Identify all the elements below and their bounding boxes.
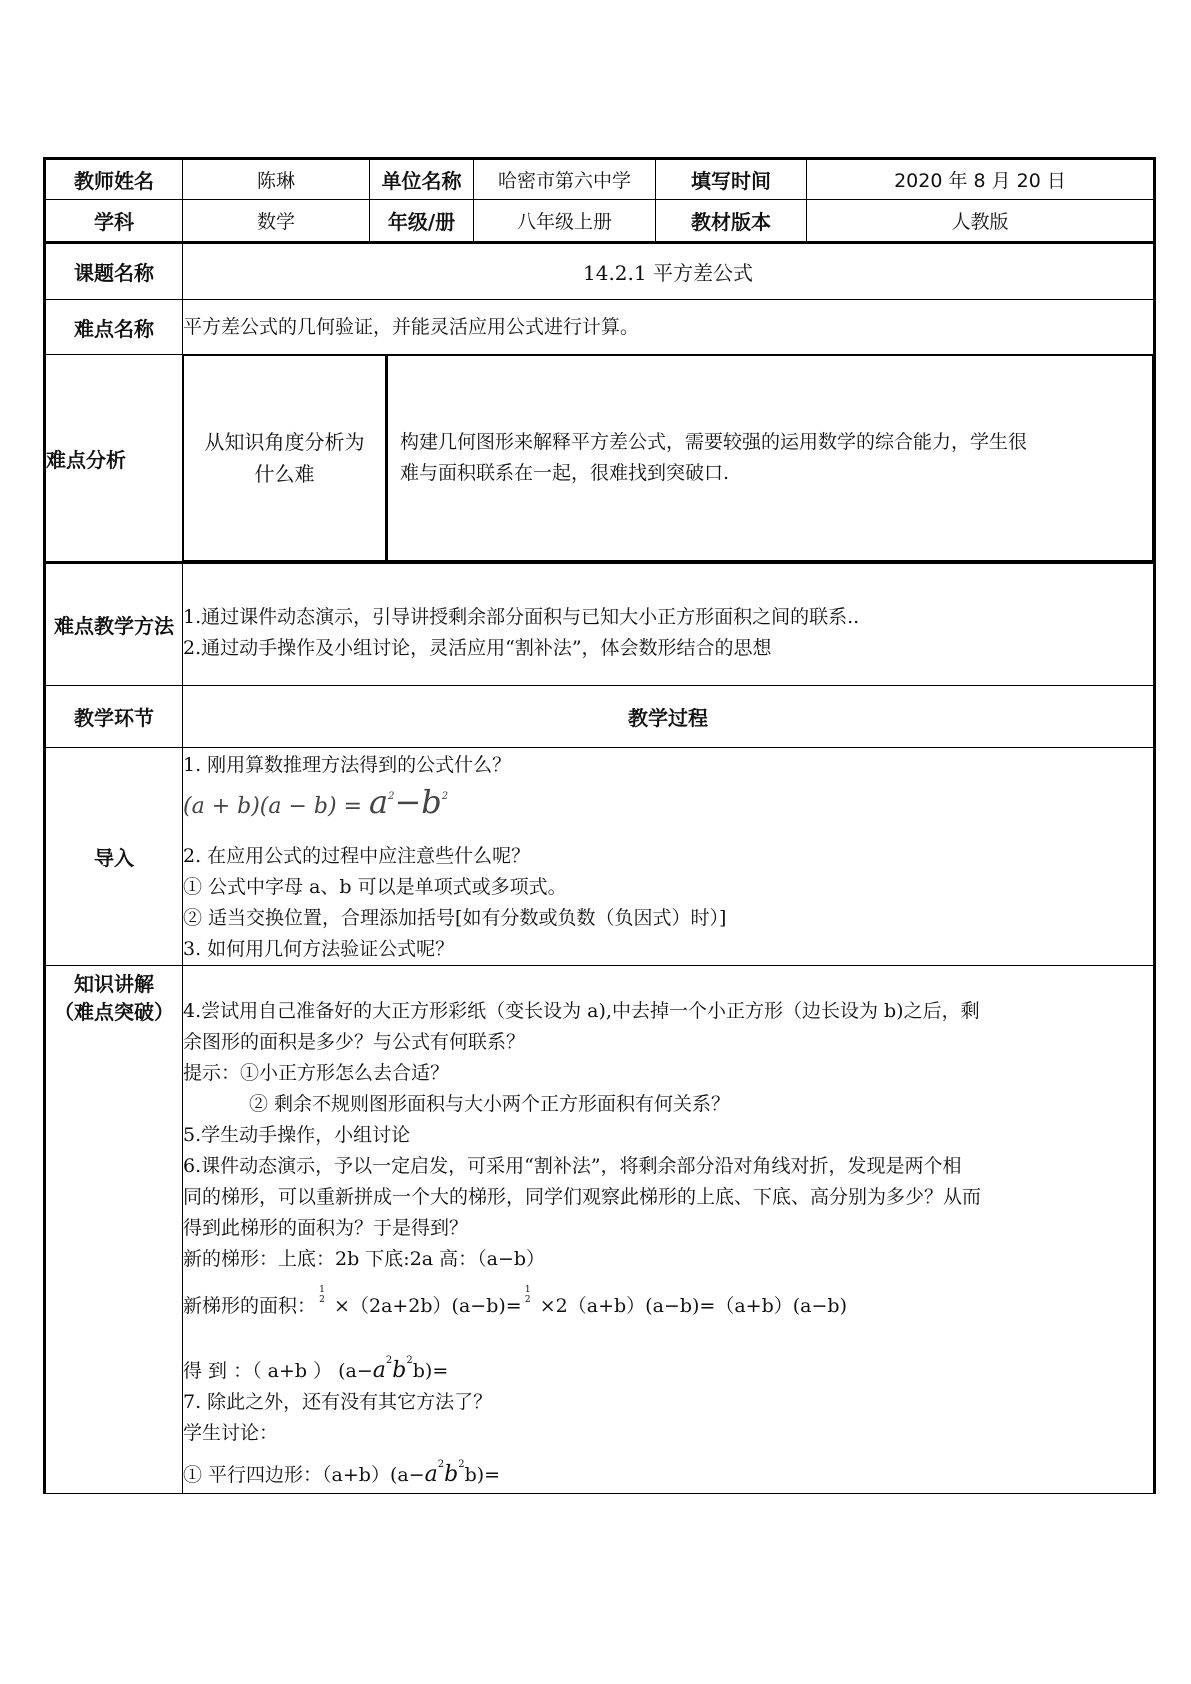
method-line2: 2.通过动手操作及小组讨论，灵活应用“割补法”，体会数形结合的思想 — [183, 637, 772, 659]
knowledge-area-part2: ×2（a+b）(a−b)=（a+b）(a−b) — [533, 1295, 847, 1317]
frac2-num: 1 — [524, 1285, 531, 1295]
para-a: a — [424, 1462, 438, 1487]
knowledge-parallelogram — [183, 1449, 1153, 1491]
process-title: 教学过程 — [183, 686, 1155, 748]
difficulty-value: 平方差公式的几何验证，并能灵活应用公式进行计算。 — [183, 300, 1155, 355]
knowledge-discuss: 学生讨论： — [183, 1422, 279, 1444]
method-line1: 1.通过课件动态演示，引导讲授剩余部分面积与已知大小正方形面积之间的联系.. — [183, 606, 860, 628]
knowledge-p4-line1: 4.尝试用自己准备好的大正方形彩纸（变长设为 a),中去掉一个小正方形（边长设为 b)之后，剩 — [183, 1000, 980, 1022]
topic-label: 课题名称 — [45, 243, 183, 300]
fill-date-label: 填写时间 — [656, 159, 807, 200]
knowledge-hint1: 提示：①小正方形怎么去合适？ — [183, 1062, 450, 1084]
intro-q3: 3. 如何用几何方法验证公式呢？ — [183, 938, 455, 960]
topic-value: 14.2.1 平方差公式 — [183, 243, 1155, 300]
para-sup-b: 2 — [458, 1459, 465, 1470]
intro-note1: ① 公式中字母 a、b 可以是单项式或多项式。 — [183, 876, 567, 898]
knowledge-p5: 5.学生动手操作，小组讨论 — [183, 1124, 411, 1146]
knowledge-p6-line2: 同的梯形，可以重新拼成一个大的梯形，同学们观察此梯形的上底、下底、高分别为多少？从而 — [183, 1186, 982, 1208]
intro-formula-minus: − — [394, 783, 422, 821]
result-a: a — [372, 1358, 386, 1383]
intro-formula — [183, 781, 1153, 821]
knowledge-p6-line3: 得到此梯形的面积为？于是得到？ — [183, 1217, 469, 1239]
result-prefix: 得 到 ：（ a+b ） (a− — [183, 1360, 373, 1382]
knowledge-content — [183, 966, 1155, 1494]
para-sup-a: 2 — [437, 1459, 445, 1470]
grade-value: 八年级上册 — [474, 200, 656, 243]
intro-q2: 2. 在应用公式的过程中应注意些什么呢？ — [183, 845, 531, 867]
lesson-plan-table — [43, 157, 1156, 1494]
frac2-den: 2 — [524, 1295, 531, 1305]
intro-content — [183, 748, 1155, 966]
result-sup-b: 2 — [406, 1355, 413, 1366]
analysis-content — [183, 355, 1155, 563]
para-prefix: ① 平行四边形：（a+b）(a− — [183, 1464, 425, 1486]
fraction-half-1 — [316, 1285, 328, 1305]
knowledge-trapezoid: 新的梯形：上底：2b 下底:2a 高：（a−b） — [183, 1248, 546, 1270]
teacher-name-label: 教师姓名 — [45, 159, 183, 200]
analysis-sub-label — [184, 356, 387, 561]
knowledge-area — [183, 1275, 1153, 1337]
analysis-inner-table — [183, 355, 1153, 561]
grade-label: 年级/册 — [370, 200, 474, 243]
para-suffix: b)= — [464, 1464, 501, 1486]
para-b: b — [444, 1462, 459, 1487]
frac1-den: 2 — [319, 1295, 325, 1305]
result-sup-a: 2 — [385, 1355, 393, 1366]
knowledge-label — [45, 966, 183, 1494]
knowledge-area-label: 新梯形的面积： — [183, 1295, 317, 1317]
edition-value: 人教版 — [807, 200, 1155, 243]
analysis-sub-label-line2: 什么难 — [254, 462, 315, 486]
intro-formula-b: b — [421, 783, 442, 821]
analysis-text — [387, 356, 1153, 561]
teacher-name-value: 陈琳 — [183, 159, 370, 200]
process-stage-label: 教学环节 — [45, 686, 183, 748]
method-label: 难点教学方法 — [45, 563, 183, 686]
intro-note2: ② 适当交换位置，合理添加括号[如有分数或负数（负因式）时）] — [183, 907, 727, 929]
knowledge-result — [183, 1345, 1153, 1387]
edition-label: 教材版本 — [656, 200, 807, 243]
intro-formula-a: a — [369, 783, 389, 821]
analysis-text-line2: 难与面积联系在一起，很难找到突破口. — [400, 462, 730, 484]
intro-formula-sup-a: 2 — [388, 791, 395, 802]
analysis-text-line1: 构建几何图形来解释平方差公式，需要较强的运用数学的综合能力，学生很 — [400, 431, 1028, 453]
difficulty-label: 难点名称 — [45, 300, 183, 355]
subject-value: 数学 — [183, 200, 370, 243]
knowledge-p6-line1: 6.课件动态演示，予以一定启发，可采用“割补法”，将剩余部分沿对角线对折，发现是两个相 — [183, 1155, 962, 1177]
knowledge-area-part1: ×（2a+2b）(a−b)= — [328, 1295, 522, 1317]
analysis-sub-label-line1: 从知识角度分析为 — [204, 430, 365, 454]
intro-q1: 1. 刚用算数推理方法得到的公式什么？ — [183, 754, 512, 776]
fraction-half-2 — [522, 1285, 534, 1305]
intro-formula-sup-b: 2 — [441, 791, 449, 802]
unit-name-label: 单位名称 — [370, 159, 474, 200]
frac1-num: 1 — [319, 1285, 325, 1295]
result-b: b — [392, 1358, 407, 1383]
method-content — [183, 563, 1155, 686]
result-suffix: b)= — [412, 1360, 449, 1382]
knowledge-hint2: ② 剩余不规则图形面积与大小两个正方形面积有何关系？ — [249, 1093, 731, 1115]
unit-name-value: 哈密市第六中学 — [474, 159, 656, 200]
knowledge-label-line2: （难点突破） — [54, 1000, 174, 1024]
intro-label: 导入 — [45, 748, 183, 966]
knowledge-label-line1: 知识讲解 — [74, 972, 154, 996]
knowledge-p7: 7. 除此之外，还有没有其它方法了？ — [183, 1391, 493, 1413]
analysis-label: 难点分析 — [45, 355, 183, 563]
subject-label: 学科 — [45, 200, 183, 243]
knowledge-p4-line2: 余图形的面积是多少？与公式有何联系？ — [183, 1031, 526, 1053]
fill-date-value: 2020 年 8 月 20 日 — [807, 159, 1155, 200]
intro-formula-left: (a + b)(a − b) = — [183, 794, 369, 819]
